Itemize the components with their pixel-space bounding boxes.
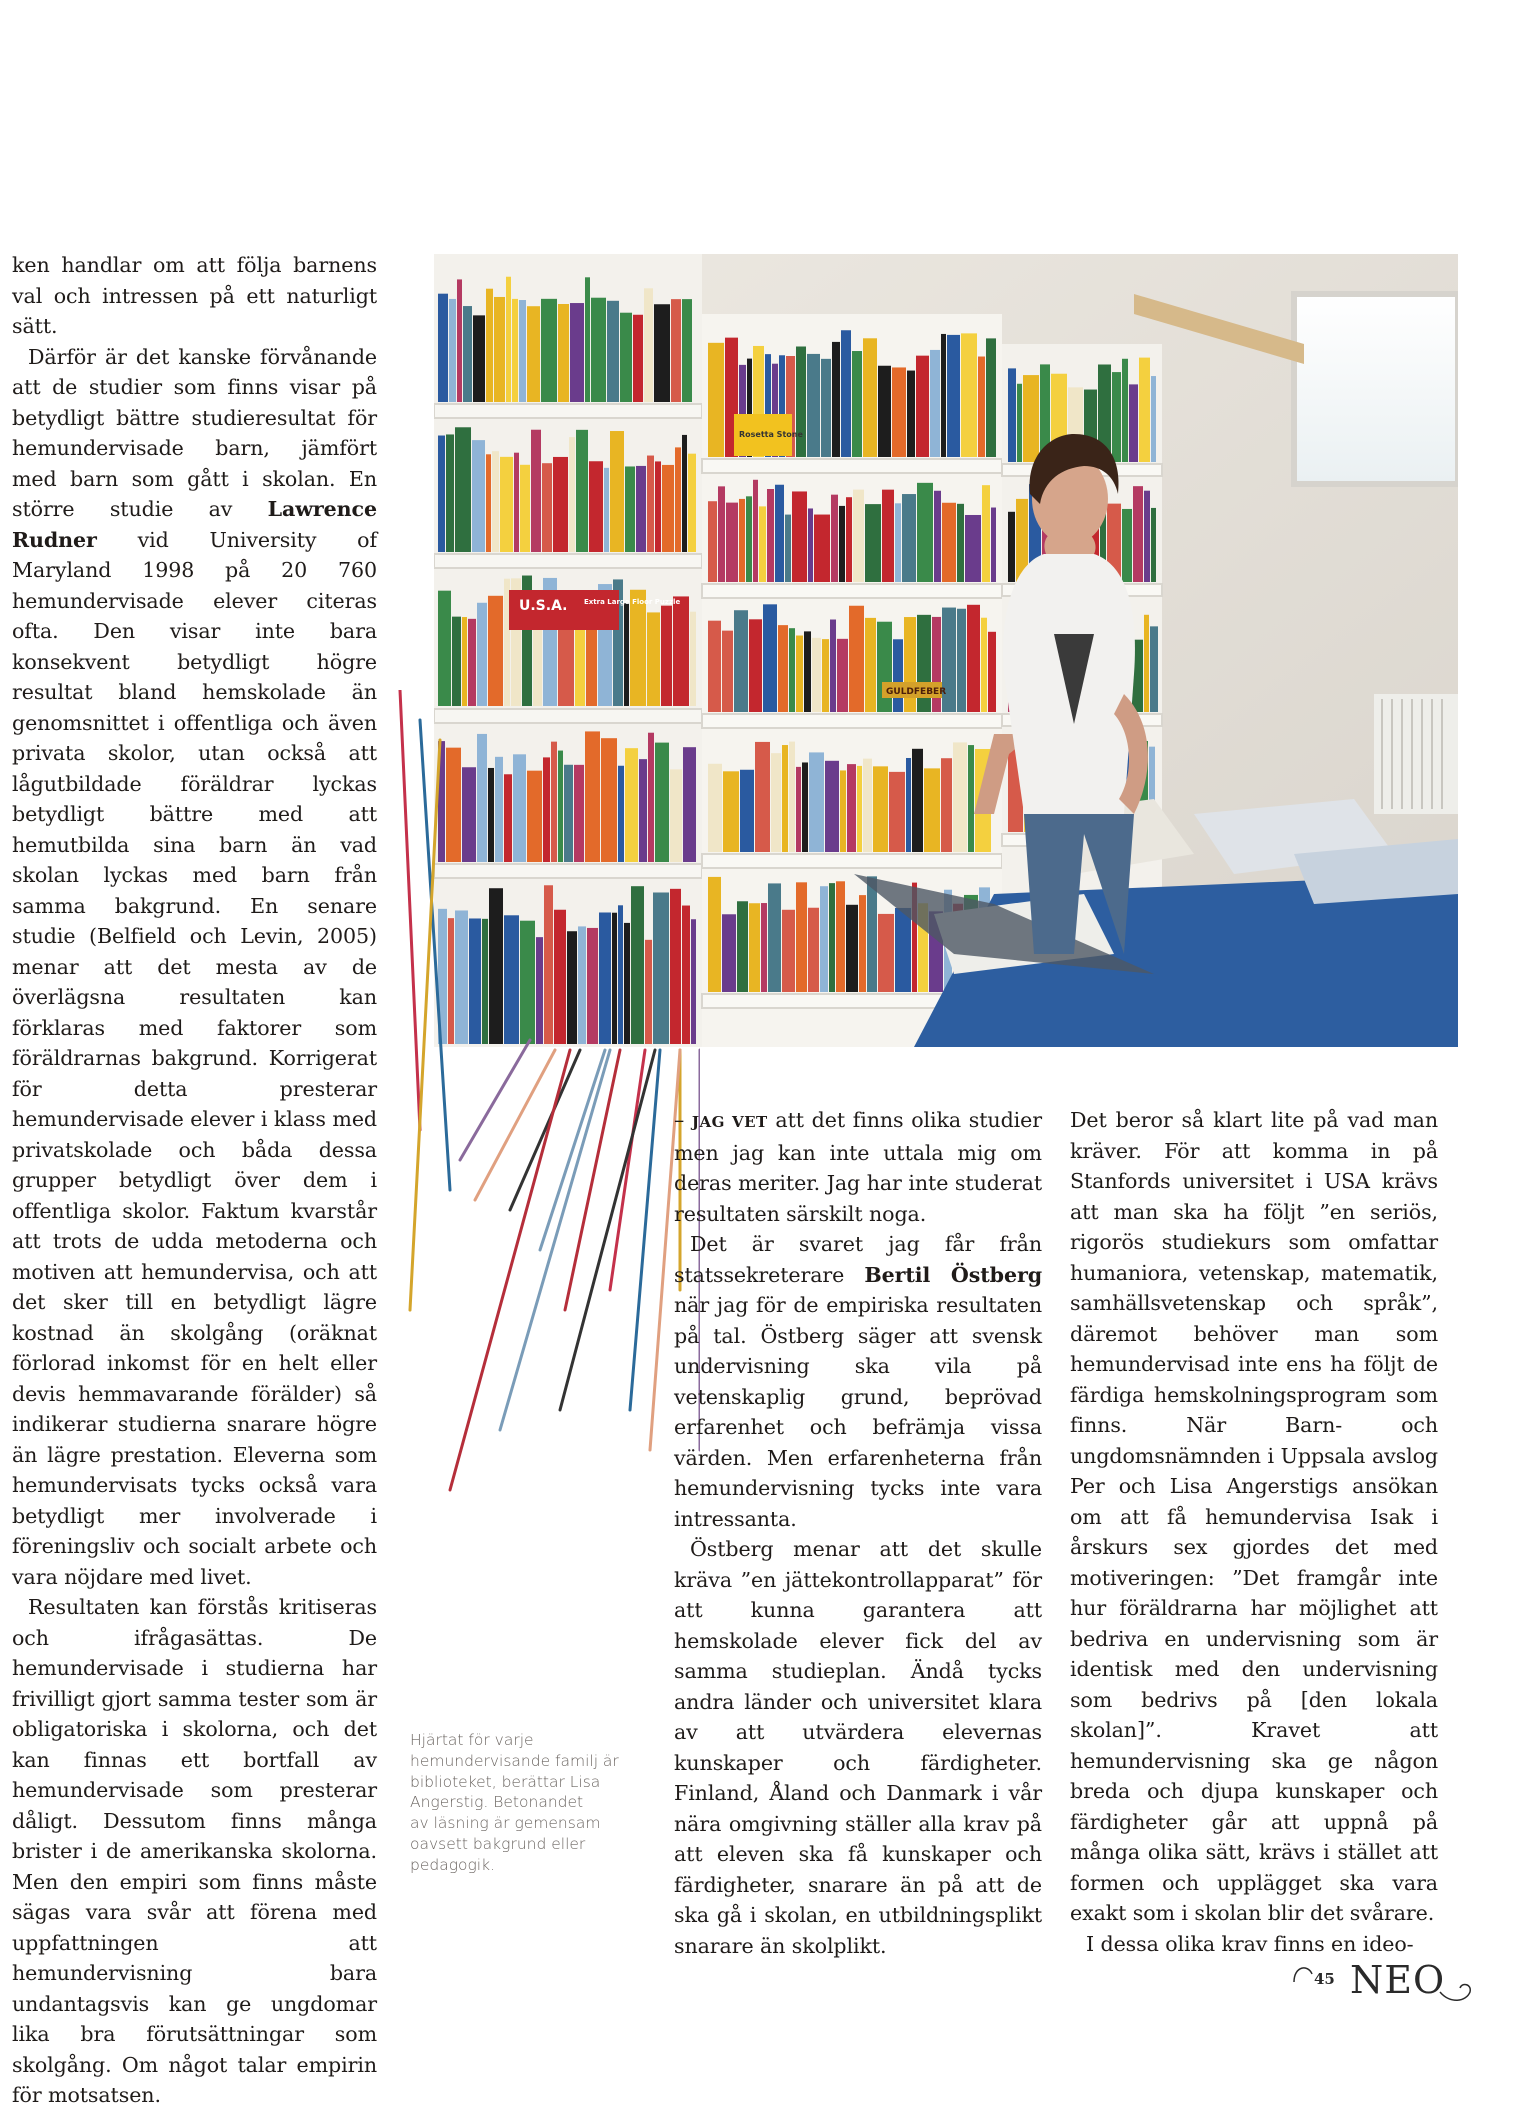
book-spine xyxy=(531,430,541,552)
caption-line: Hjärtat för varje xyxy=(410,1731,534,1749)
decorative-ray xyxy=(475,1050,555,1200)
book-spine xyxy=(1008,512,1015,582)
book-spine xyxy=(820,886,828,992)
puzzle-sublabel: Extra Large Floor Puzzle xyxy=(584,598,681,606)
book-spine xyxy=(832,342,840,457)
decorative-ray xyxy=(540,1050,605,1250)
book-spine xyxy=(749,903,760,992)
book-spine xyxy=(607,301,619,402)
paragraph: Det beror så klart lite på vad man kräver. För att komma in på Stanfords universitet i USA krävs att man ska ha följt ”en seriös, rigorös studiekurs som omfattar humaniora, vetenskap, matematik, samhällsvetenskap och språk”, däremot behöver man som hemundervisad inte ens ha följt de färdiga hemskolningsprogram som finns. När Barn- och ungdomsnämnden i Uppsala avslog Per och Lisa Angerstigs ansökan om att få hemundervisa Isak i årskurs sex gjordes det med motiveringen: ”Det framgår inte hur föräldrarna har möjlighet att bedriva en undervisning som är identisk med den undervisning som bedrivs på [den lokala skolan]”. Kravet att hemundervisning ska ge någon breda och djupa kunskaper och färdigheter går att uppnå på många olika sätt, krävs i stället att formen och upplägget ska vara exakt som i skolan blir det svårare. xyxy=(1070,1108,1438,1925)
book-spine xyxy=(604,468,609,552)
book-spine xyxy=(968,745,974,852)
book-spine xyxy=(630,590,646,706)
book-spine xyxy=(802,762,808,852)
book-spine xyxy=(585,277,590,402)
decorative-ray xyxy=(450,1050,570,1490)
book-spine xyxy=(981,618,987,712)
book-spine xyxy=(472,440,485,552)
book-spine xyxy=(991,508,996,582)
book-spine xyxy=(767,489,774,582)
book-spine xyxy=(947,335,960,457)
book-spine xyxy=(514,453,519,552)
book-spine xyxy=(792,491,807,582)
page-number: 45 xyxy=(1314,1970,1335,1988)
book-spine xyxy=(809,752,824,852)
book-spine xyxy=(906,758,911,852)
book-spine xyxy=(912,749,923,852)
book-spine xyxy=(1144,615,1149,712)
book-spine xyxy=(785,515,791,582)
book-spine xyxy=(863,759,872,852)
caption-line: pedagogik. xyxy=(410,1855,496,1874)
caption-line: Angerstig. Betonandet xyxy=(410,1793,584,1812)
book-spine xyxy=(902,494,916,582)
book-spine xyxy=(825,761,839,852)
book-spine xyxy=(1122,359,1128,462)
book-spine xyxy=(512,299,518,402)
book-spine xyxy=(740,770,754,852)
book-spine xyxy=(553,457,568,552)
paragraph: ken handlar om att följa barnens val och intressen på ett naturligt sätt. xyxy=(12,253,377,338)
book-spine xyxy=(953,742,967,852)
book-spine xyxy=(446,434,454,552)
book-spine xyxy=(708,343,724,457)
paragraph: Resultaten kan förstås kritiseras och ifrågasättas. De hemundervisade i studierna har frivilligt gjort samma tester som är obligatoriska i skolorna, och det kan finnas ett bortfall av hemundervisade som presterar dåligt. Dessutom finns många brister i de amerikanska skolorna. Men den empiri som finns måste sägas vara svår att förena med uppfattningen att hemundervisning bara undantagsvis kan ge ungdomar lika bra förutsättningar som skolgång. Om något talar empirin för motsatsen. xyxy=(12,1595,377,2107)
book-spine xyxy=(821,359,831,457)
book-spine xyxy=(1008,368,1016,462)
book-spine xyxy=(473,315,485,402)
book-spine xyxy=(878,366,891,457)
book-spine xyxy=(527,306,540,402)
article-column-2 xyxy=(674,1105,1042,1961)
book-spine xyxy=(1023,375,1039,462)
paragraph: Östberg menar att det skulle kräva ”en jättekontrollapparat” för att kunna garantera att hemskolade elever fick del av samma studieplan. Ändå tycks andra länder och universitet klara av att utvärdera elevernas kunskaper och färdigheter. Finland, Åland och Danmark i vår nära omgivning ställer alla krav på att eleven ska få kunskaper och färdigheter, snarare än på att de ska gå i skolan, en utbildningsplikt snarare än skolplikt. xyxy=(674,1537,1042,1958)
book-spine xyxy=(893,639,903,712)
book-spine xyxy=(457,279,462,402)
book-spine xyxy=(916,356,929,457)
book-spine xyxy=(812,638,821,712)
book-spine xyxy=(889,772,905,852)
book-spine xyxy=(463,306,472,402)
book-spine xyxy=(941,758,952,852)
caption-line: oavsett bakgrund eller xyxy=(410,1834,586,1853)
caption-line: hemundervisande familj är xyxy=(410,1751,619,1770)
book-spine xyxy=(636,466,646,552)
caption-line: av läsning är gemensam xyxy=(410,1814,601,1833)
book-spine xyxy=(486,289,493,402)
book-spine xyxy=(892,367,906,457)
guldfeber-label: GULDFEBER xyxy=(886,687,947,697)
book-spine xyxy=(1112,372,1121,462)
lead-in: JAG VET xyxy=(691,1113,768,1131)
book-spine xyxy=(1017,384,1022,462)
article-column-1 xyxy=(12,250,377,2111)
book-spine xyxy=(654,304,670,402)
book-spine xyxy=(494,297,505,402)
book-spine xyxy=(722,631,733,712)
book-spine xyxy=(895,908,911,992)
book-spine xyxy=(438,591,451,706)
book-spine xyxy=(633,315,643,402)
book-spine xyxy=(796,882,807,992)
book-spine xyxy=(982,485,990,582)
book-spine xyxy=(506,277,511,402)
book-spine xyxy=(591,298,606,402)
book-spine xyxy=(814,515,830,582)
book-spine xyxy=(837,639,848,712)
book-spine xyxy=(942,503,956,582)
book-spine xyxy=(849,606,864,712)
book-spine xyxy=(917,483,933,582)
book-spine xyxy=(675,447,681,552)
book-spine xyxy=(620,313,632,402)
magazine-logo: NEO xyxy=(1350,1958,1446,2002)
book-spine xyxy=(759,506,766,582)
book-spine xyxy=(647,456,654,552)
book-spine xyxy=(749,619,762,712)
book-spine xyxy=(682,435,687,552)
book-spine xyxy=(541,299,557,402)
book-spine xyxy=(782,745,788,852)
book-spine xyxy=(986,338,996,457)
book-spine xyxy=(865,504,881,582)
book-spine xyxy=(625,466,635,552)
book-spine xyxy=(723,771,739,852)
book-spine xyxy=(1150,626,1158,712)
book-spine xyxy=(873,766,888,852)
book-spine xyxy=(830,620,836,712)
book-spine xyxy=(610,431,624,552)
book-spine xyxy=(961,333,977,457)
book-spine xyxy=(796,767,801,852)
book-spine xyxy=(859,895,866,992)
book-spine xyxy=(438,294,448,402)
decorative-ray xyxy=(400,690,420,1130)
book-spine xyxy=(746,496,752,582)
book-spine xyxy=(877,622,892,712)
decorative-rays xyxy=(380,690,700,1510)
book-spine xyxy=(796,636,803,712)
book-spine xyxy=(934,491,941,582)
book-spine xyxy=(542,463,552,552)
book-spine xyxy=(789,742,795,852)
book-spine xyxy=(775,485,784,582)
paragraph: Det är svaret jag får från statssekreterare Bertil Östberg när jag för de empiriska resultaten på tal. Östberg säger att svensk undervisning ska vila på vetenskaplig grund, beprövad erfarenhet och befrämja vissa värden. Men erfarenheterna från hemundervisning tycks inte vara intressanta. xyxy=(674,1232,1042,1531)
photo-caption xyxy=(410,1730,640,1876)
book-spine xyxy=(576,430,588,552)
book-spine xyxy=(863,338,877,457)
book-spine xyxy=(941,334,946,457)
book-spine xyxy=(519,300,526,402)
book-spine xyxy=(808,908,819,992)
book-spine xyxy=(853,490,864,582)
caption-line: biblioteket, berättar Lisa xyxy=(410,1772,601,1791)
book-spine xyxy=(804,631,811,712)
paragraph: I dessa olika krav finns en ideo- xyxy=(1086,1931,1414,1956)
book-spine xyxy=(839,506,845,582)
book-spine xyxy=(761,903,767,992)
book-spine xyxy=(852,351,862,457)
article-column-3 xyxy=(1070,1105,1438,1959)
book-spine xyxy=(569,437,575,552)
book-spine xyxy=(796,347,806,457)
book-spine xyxy=(978,357,985,457)
book-spine xyxy=(924,768,940,852)
page-folio xyxy=(1290,1952,1475,2012)
person-name: Lawrence Rudner xyxy=(12,497,377,552)
book-spine xyxy=(708,877,721,992)
book-spine xyxy=(789,628,795,712)
book-spine xyxy=(847,764,856,852)
book-spine xyxy=(739,499,745,582)
book-spine xyxy=(865,618,876,712)
book-spine xyxy=(688,454,696,552)
book-spine xyxy=(807,354,820,457)
book-spine xyxy=(878,914,894,992)
decorative-ray xyxy=(610,1050,645,1290)
book-spine xyxy=(589,461,603,552)
book-spine xyxy=(957,504,964,582)
book-spine xyxy=(1139,358,1150,462)
book-spine xyxy=(867,876,877,992)
book-spine xyxy=(778,625,788,712)
book-spine xyxy=(737,901,748,992)
book-spine xyxy=(829,883,835,992)
decorative-ray xyxy=(630,1050,660,1410)
book-spine xyxy=(930,350,940,457)
book-spine xyxy=(492,451,499,552)
book-spine xyxy=(655,461,661,552)
book-spine xyxy=(846,497,852,582)
book-spine xyxy=(831,495,838,582)
book-spine xyxy=(882,490,894,582)
book-spine xyxy=(836,881,845,992)
paragraph: – JAG VET att det finns olika studier men jag kan inte uttala mig om deras meriter. Jag har inte studerat resultaten särskilt noga. xyxy=(674,1108,1042,1226)
book-spine xyxy=(753,480,758,582)
book-spine xyxy=(840,770,846,852)
book-spine xyxy=(438,436,445,552)
book-spine xyxy=(846,905,858,992)
book-spine xyxy=(722,914,736,992)
decorative-ray xyxy=(460,1040,530,1160)
book-spine xyxy=(822,639,829,712)
book-spine xyxy=(808,508,813,582)
book-spine xyxy=(455,427,471,552)
book-spine xyxy=(449,299,456,402)
book-spine xyxy=(644,288,653,402)
rosetta-label: Rosetta Stone xyxy=(739,430,803,439)
book-spine xyxy=(558,304,569,402)
book-spine xyxy=(771,753,781,852)
book-spine xyxy=(662,465,674,552)
book-spine xyxy=(965,515,981,582)
book-spine xyxy=(967,605,980,712)
book-spine xyxy=(763,604,777,712)
book-spine xyxy=(957,609,966,712)
book-spine xyxy=(1129,384,1138,462)
book-spine xyxy=(570,303,584,402)
book-spine xyxy=(1151,376,1156,462)
book-spine xyxy=(682,299,692,402)
book-spine xyxy=(500,457,513,552)
book-spine xyxy=(708,501,717,582)
book-spine xyxy=(857,766,862,852)
paragraph: Därför är det kanske förvånande att de studier som finns visar på betydligt bättre studieresultat för hemundervisade barn, jämfört med barn som gått i skolan. En större studie av Lawrence Rudner vid University of Maryland 1998 på 20 760 hemundervisade elever citeras ofta. Den visar inte bara konsekvent betydligt högre resultat bland hemskolade än genomsnittet i offentliga och även privata skolor, utan också att lågutbildade föräldrar lyckas betydligt bättre med att hemutbilda sina barn än vad skolan lyckas med barn från samma bakgrund. En senare studie (Belfield och Levin, 2005) menar att det mesta av de överlägsna resultaten kan förklaras med faktorer som föräldrarnas bakgrund. Korrigerat för detta presterar hemundervisade elever i klass med privatskolade och båda dessa grupper betydligt över dem i offentliga skolor. Faktum kvarstår att trots de udda metoderna och motiven att hemundervisa, och att det sker till en betydligt lägre kostnad än skolgång (oräknat förlorad inkomst för en helt eller devis hemmavarande förälder) så indikerar studierna snarare högre än lägre prestation. Eleverna som hemundervisats tycks också vara betydligt mer involverade i föreningsliv och socialt arbete och vara nöjdare med livet. xyxy=(12,344,377,1589)
book-spine xyxy=(726,503,738,582)
puzzle-label: U.S.A. xyxy=(519,598,568,614)
book-spine xyxy=(734,610,748,712)
person-name: Bertil Östberg xyxy=(864,1262,1042,1287)
book-spine xyxy=(988,632,996,712)
book-spine xyxy=(708,621,721,712)
book-spine xyxy=(520,465,530,552)
book-spine xyxy=(907,371,915,457)
book-spine xyxy=(486,454,491,552)
book-spine xyxy=(782,910,795,992)
book-spine xyxy=(755,742,770,852)
book-spine xyxy=(708,764,722,852)
book-spine xyxy=(671,299,681,402)
book-spine xyxy=(718,486,725,582)
book-spine xyxy=(1144,491,1150,582)
book-spine xyxy=(1122,509,1132,582)
book-spine xyxy=(768,883,781,992)
book-spine xyxy=(841,330,851,457)
book-spine xyxy=(1151,508,1156,582)
book-spine xyxy=(895,503,901,582)
decorative-ray xyxy=(420,720,450,1190)
book-spine xyxy=(1133,486,1143,582)
